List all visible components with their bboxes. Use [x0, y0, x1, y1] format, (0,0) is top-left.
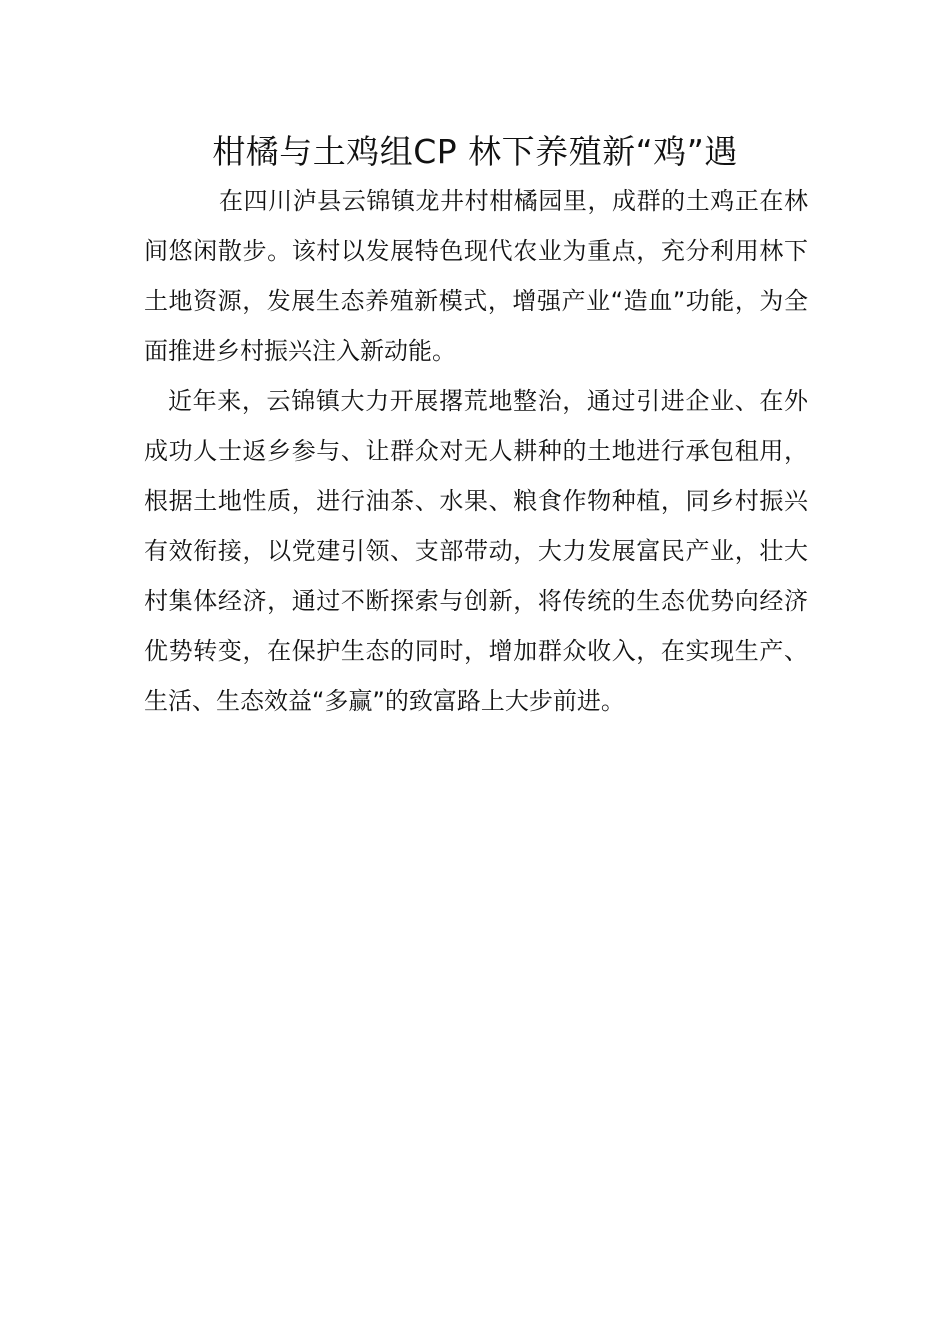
- body-paragraph-2: 近年来，云锦镇大力开展撂荒地整治，通过引进企业、在外成功人士返乡参与、让群众对无人耕种的土地进行承包租用，根据土地性质，进行油茶、水果、粮食作物种植，同乡村振兴有效衔接，以党建引领、支部带动，大力发展富民产业，壮大村集体经济，通过不断探索与创新，将传统的生态优势向经济优势转变，在保护生态的同时，增加群众收入，在实现生产、生活、生态效益“多赢”的致富路上大步前进。: [144, 387, 808, 715]
- body-paragraph-1: 在四川泸县云锦镇龙井村柑橘园里，成群的土鸡正在林间悠闲散步。该村以发展特色现代农业为重点，充分利用林下土地资源，发展生态养殖新模式，增强产业“造血”功能，为全面推进乡村振兴注入新动能。: [144, 187, 808, 365]
- document-title: 柑橘与土鸡组CP 林下养殖新“鸡”遇: [212, 132, 738, 171]
